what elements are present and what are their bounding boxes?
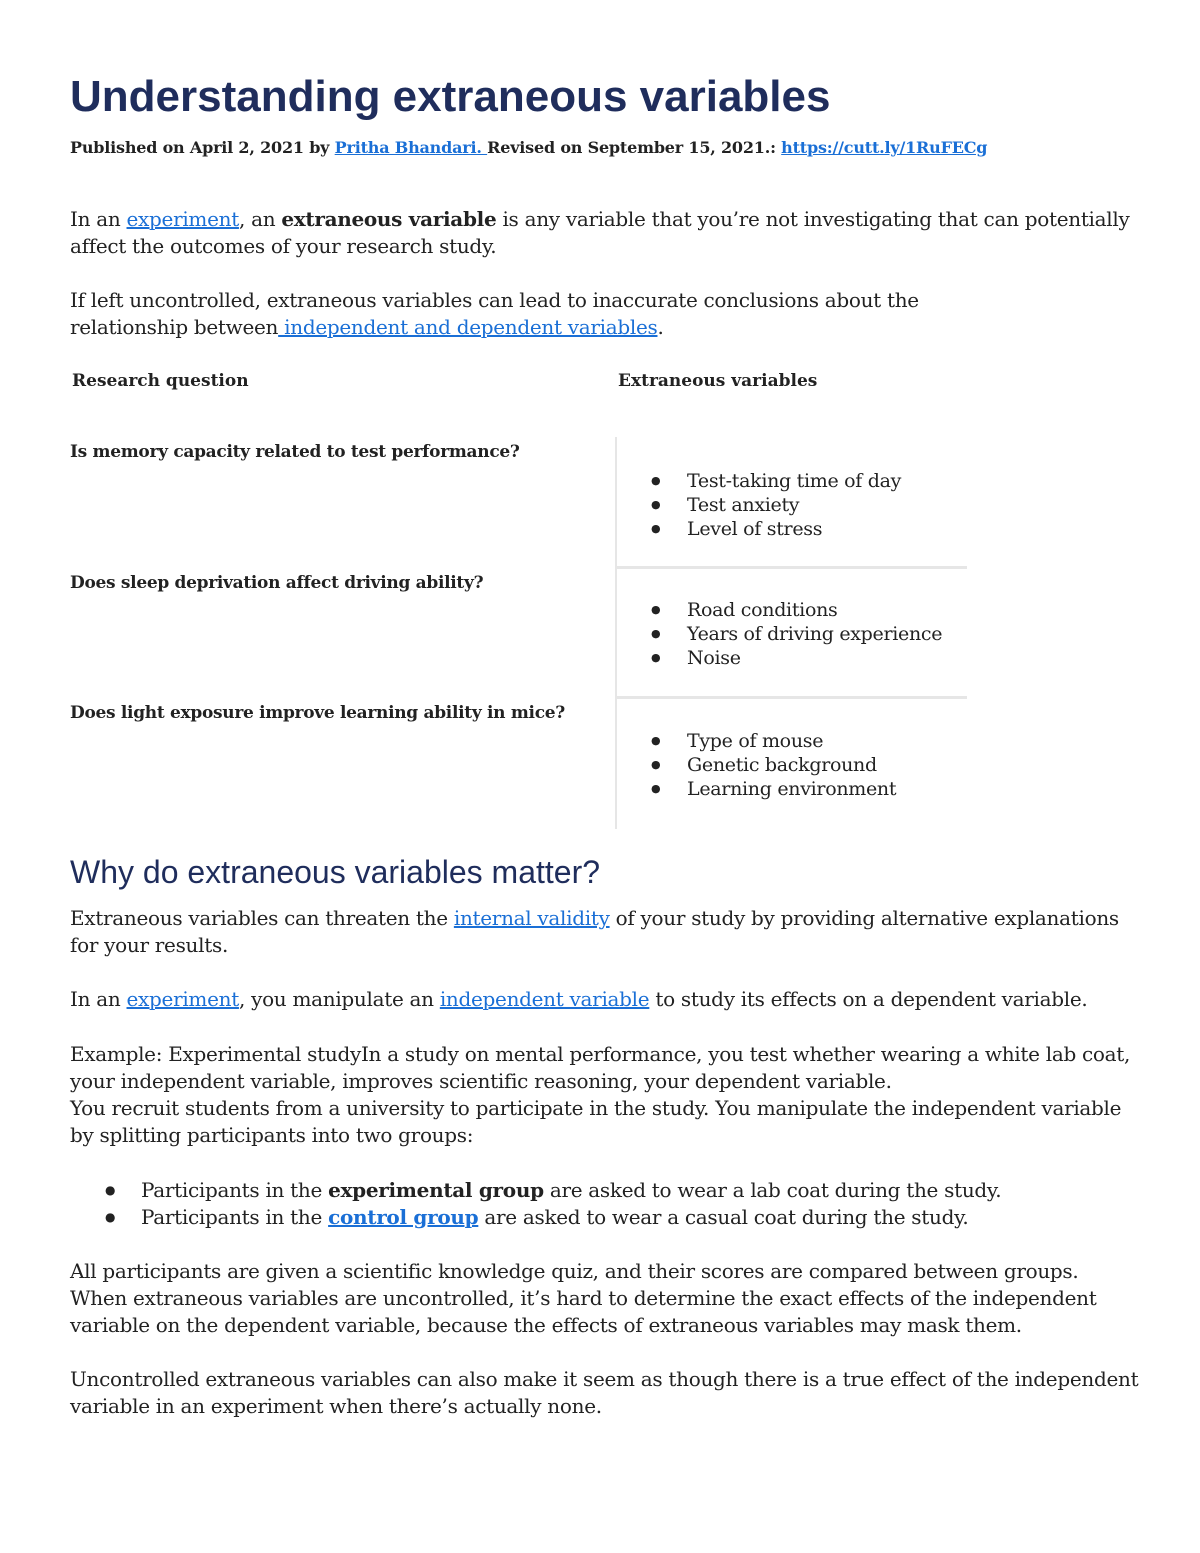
page-title: Understanding extraneous variables [70, 72, 831, 121]
body-text: Extraneous variables can threaten the [70, 906, 454, 930]
list-item: ● Noise [645, 646, 942, 670]
body-text: In an [70, 987, 127, 1011]
section2-paragraph-4 [70, 1258, 1140, 1339]
independent-dependent-variables-link[interactable]: independent and dependent variables [278, 315, 658, 339]
experiment-link[interactable]: experiment [126, 987, 239, 1011]
groups-list [105, 1177, 1001, 1231]
intro-paragraph-2 [70, 287, 1030, 341]
published-text: Published on April 2, 2021 by [70, 138, 335, 157]
body-text: are asked to wear a casual coat during the study. [478, 1205, 969, 1229]
table-row-variables-list [645, 469, 901, 541]
experimental-group-term: experimental group [328, 1178, 544, 1202]
paragraph-line-1: All participants are given a scientific knowledge quiz, and their scores are compared between groups. [70, 1259, 1079, 1283]
intro-text: If left uncontrolled, extraneous variables can lead to inaccurate conclusions about the relationship between [70, 288, 919, 339]
list-item: ● Road conditions [645, 598, 942, 622]
intro-text: . [657, 315, 664, 339]
list-item: ● Level of stress [645, 517, 901, 541]
independent-variable-link[interactable]: independent variable [439, 987, 650, 1011]
section2-paragraph-5: Uncontrolled extraneous variables can also make it seem as though there is a true effect of the independent variable in an experiment when there’s actually none. [70, 1367, 1139, 1418]
table-row-question: Does light exposure improve learning ability in mice? [70, 703, 565, 723]
list-item [105, 1177, 1001, 1204]
internal-validity-link[interactable]: internal validity [453, 906, 610, 930]
body-text: to study its effects on a dependent variable. [649, 987, 1088, 1011]
list-item: ● Years of driving experience [645, 622, 942, 646]
intro-text: , an [238, 207, 282, 231]
list-item: ● Type of mouse [645, 729, 896, 753]
table-row-divider [615, 696, 967, 699]
table-row-question: Does sleep deprivation affect driving ability? [70, 573, 484, 593]
list-item: ● Learning environment [645, 777, 896, 801]
extraneous-variable-term: extraneous variable [281, 207, 497, 231]
section2-paragraph-1 [70, 905, 1140, 959]
experiment-link[interactable]: experiment [126, 207, 239, 231]
list-item [105, 1204, 1001, 1231]
list-item: ● Test-taking time of day [645, 469, 901, 493]
control-group-link[interactable]: control group [328, 1205, 479, 1229]
example-line-2: You recruit students from a university to participate in the study. You manipulate the independent variable by splitting participants into two groups: [70, 1096, 1122, 1147]
list-item: ● Genetic background [645, 753, 896, 777]
intro-text: is any variable that you’re not investigating that can potentially affect the outcomes of your research study. [70, 207, 1130, 258]
body-text: Participants in the [141, 1205, 329, 1229]
revised-text: Revised on September 15, 2021.: [487, 138, 782, 157]
body-text: of your study by providing alternative explanations for your results. [70, 906, 1119, 957]
table-header-extraneous-variables: Extraneous variables [618, 371, 818, 391]
source-url-link[interactable]: https://cutt.ly/1RuFECg [781, 138, 988, 157]
table-row-question: Is memory capacity related to test performance? [70, 442, 520, 462]
author-link[interactable]: Pritha Bhandari. [334, 138, 488, 157]
example-line-1: Example: Experimental studyIn a study on mental performance, you test whether wearing a white lab coat, your independent variable, improves scientific reasoning, your dependent variable. [70, 1042, 1131, 1093]
table-row-variables-list [645, 598, 942, 670]
table-column-divider [615, 437, 617, 829]
example-paragraph [70, 1041, 1140, 1149]
list-item: ● Test anxiety [645, 493, 901, 517]
table-header-research-question: Research question [72, 371, 249, 391]
article-meta [70, 138, 987, 157]
intro-paragraph-1 [70, 206, 1140, 260]
paragraph-line-2: When extraneous variables are uncontrolled, it’s hard to determine the exact effects of the independent variable on the dependent variable, because the effects of extraneous variables may mask them. [70, 1286, 1097, 1337]
table-row-variables-list [645, 729, 896, 801]
section2-paragraph-2 [70, 986, 1140, 1013]
section-heading: Why do extraneous variables matter? [70, 854, 601, 890]
table-row-divider [615, 566, 967, 569]
body-text: , you manipulate an [238, 987, 440, 1011]
intro-text: In an [70, 207, 127, 231]
body-text: are asked to wear a lab coat during the study. [543, 1178, 1002, 1202]
body-text: Participants in the [141, 1178, 329, 1202]
